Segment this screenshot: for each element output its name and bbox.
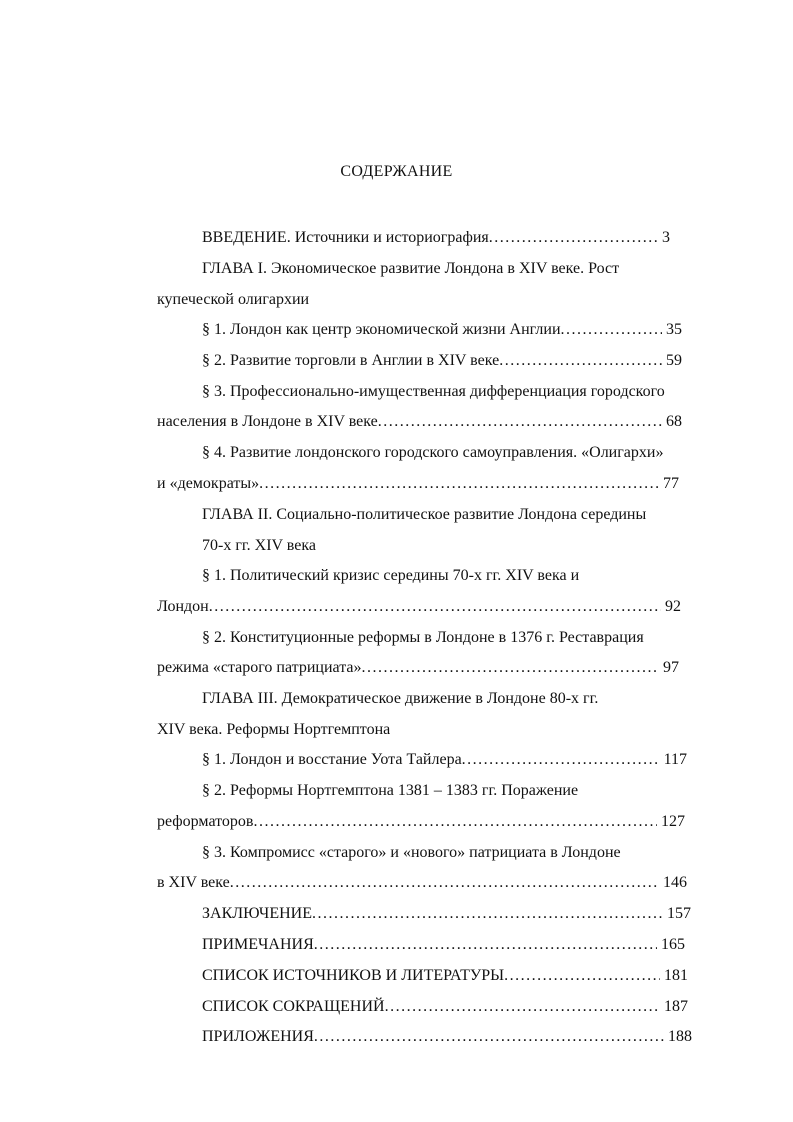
toc-leader-dots xyxy=(378,410,662,434)
toc-page-number: 77 xyxy=(663,475,679,492)
toc-entry-text: режима «старого патрициата» xyxy=(157,659,362,676)
toc-entry-ch3-s1 xyxy=(202,748,687,772)
toc-entry-text: Лондон xyxy=(157,598,209,615)
toc-entry-ch2-s1-line1: § 1. Политический кризис середины 70-х гг. XIV века и xyxy=(202,567,580,584)
toc-leader-dots xyxy=(230,871,659,895)
toc-page-number: 187 xyxy=(664,998,688,1015)
toc-entry-text: § 1. Лондон и восстание Уота Тайлера xyxy=(202,751,462,768)
toc-page-number: 127 xyxy=(661,813,685,830)
toc-entry-ch1-s4-line1: § 4. Развитие лондонского городского самоуправления. «Олигархи» xyxy=(202,444,664,461)
toc-leader-dots xyxy=(499,349,662,373)
toc-page-number: 3 xyxy=(662,229,670,246)
toc-entry-text: ВВЕДЕНИЕ. Источники и историография xyxy=(202,229,489,246)
toc-page-number: 188 xyxy=(668,1028,692,1045)
toc-chapter-3-line2: XIV века. Реформы Нортгемптона xyxy=(157,721,391,738)
toc-page-number: 68 xyxy=(666,413,682,430)
toc-page-number: 146 xyxy=(663,874,687,891)
toc-leader-dots xyxy=(489,226,658,250)
toc-page-number: 92 xyxy=(665,598,681,615)
toc-entry-ch3-s2 xyxy=(157,810,685,834)
toc-entry-text: § 1. Лондон как центр экономической жизни Англии xyxy=(202,321,561,338)
toc-leader-dots xyxy=(312,902,663,926)
toc-entry-text: ПРИМЕЧАНИЯ xyxy=(202,936,314,953)
toc-leader-dots xyxy=(462,748,660,772)
toc-leader-dots xyxy=(314,933,657,957)
toc-leader-dots xyxy=(362,656,660,680)
toc-chapter-2-line2: 70-х гг. XIV века xyxy=(202,537,316,554)
toc-entry-ch1-s4 xyxy=(157,472,679,496)
toc-page-number: 59 xyxy=(666,352,682,369)
toc-chapter-1-line1: ГЛАВА I. Экономическое развитие Лондона в XIV веке. Рост xyxy=(202,260,620,277)
toc-entry-text: в XIV веке xyxy=(157,874,230,891)
toc-leader-dots xyxy=(253,810,657,834)
toc-entry-abbreviations xyxy=(202,995,688,1019)
toc-leader-dots xyxy=(561,318,662,342)
toc-entry-text: ЗАКЛЮЧЕНИЕ xyxy=(202,905,312,922)
toc-entry-sources xyxy=(202,964,688,988)
toc-page-number: 181 xyxy=(664,967,688,984)
toc-entry-text: реформаторов xyxy=(157,813,254,830)
toc-entry-text: ПРИЛОЖЕНИЯ xyxy=(202,1028,314,1045)
toc-entry-ch3-s3 xyxy=(157,871,687,895)
toc-entry-text: СПИСОК ИСТОЧНИКОВ И ЛИТЕРАТУРЫ xyxy=(202,967,505,984)
toc-page-number: 165 xyxy=(661,936,685,953)
toc-leader-dots xyxy=(314,1025,664,1049)
page-title: СОДЕРЖАНИЕ xyxy=(340,163,453,180)
toc-entry-ch2-s2 xyxy=(157,656,679,680)
toc-leader-dots xyxy=(504,964,660,988)
toc-entry-ch3-s2-line1: § 2. Реформы Нортгемптона 1381 – 1383 гг. Поражение xyxy=(202,782,579,799)
toc-entry-text: и «демократы» xyxy=(157,475,260,492)
toc-entry-text: СПИСОК СОКРАЩЕНИЙ xyxy=(202,998,385,1015)
toc-entry-appendices xyxy=(202,1025,692,1049)
toc-entry-ch2-s2-line1: § 2. Конституционные реформы в Лондоне в 1376 г. Реставрация xyxy=(202,629,644,646)
toc-page-number: 97 xyxy=(663,659,679,676)
toc-page-number: 35 xyxy=(666,321,682,338)
toc-entry-ch2-s1 xyxy=(157,595,681,619)
toc-entry-text: § 2. Развитие торговли в Англии в XIV веке xyxy=(202,352,500,369)
toc-leader-dots xyxy=(209,595,661,619)
toc-entry-ch1-s3-line1: § 3. Профессионально-имущественная дифференциация городского xyxy=(202,383,665,400)
toc-entry-conclusion xyxy=(202,902,691,926)
toc-entry-text: населения в Лондоне в XIV веке xyxy=(157,413,378,430)
toc-entry-ch1-s2 xyxy=(202,349,682,373)
toc-page-number: 157 xyxy=(667,905,691,922)
toc-chapter-2-line1: ГЛАВА II. Социально-политическое развитие Лондона середины xyxy=(202,506,647,523)
toc-entry-ch1-s1 xyxy=(202,318,682,342)
toc-chapter-3-line1: ГЛАВА III. Демократическое движение в Лондоне 80-х гг. xyxy=(202,690,599,707)
toc-leader-dots xyxy=(385,995,660,1019)
toc-leader-dots xyxy=(259,472,659,496)
toc-page-number: 117 xyxy=(663,751,687,768)
toc-entry-introduction xyxy=(202,226,670,250)
toc-entry-ch1-s3 xyxy=(157,410,682,434)
toc-entry-notes xyxy=(202,933,685,957)
toc-entry-ch3-s3-line1: § 3. Компромисс «старого» и «нового» патрициата в Лондоне xyxy=(202,844,621,861)
toc-chapter-1-line2: купеческой олигархии xyxy=(157,291,310,308)
